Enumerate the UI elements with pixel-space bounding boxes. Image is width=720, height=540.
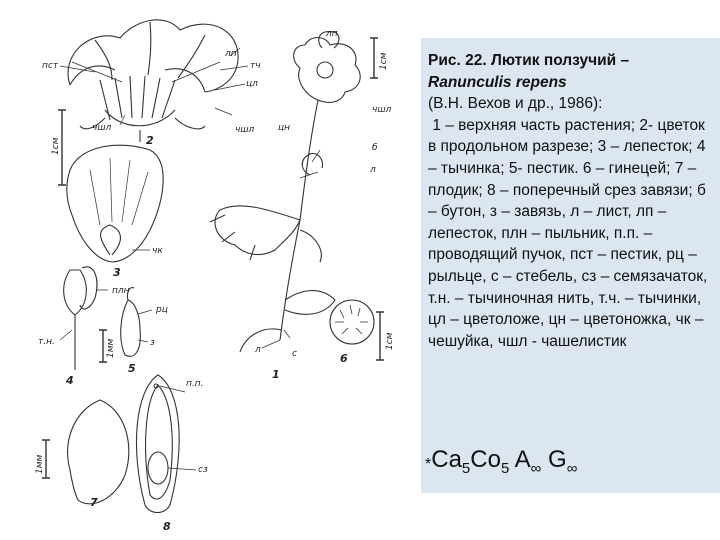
caption-latin-name: Ranunculis repens bbox=[428, 73, 567, 91]
label-scale-1cm-top: 1см bbox=[379, 52, 389, 70]
label-l-lower: л bbox=[255, 345, 261, 355]
figure-caption bbox=[428, 50, 716, 352]
formula-star: * bbox=[425, 456, 432, 473]
label-scale-1cm-left: 1см bbox=[51, 137, 61, 155]
formula-ca: Ca bbox=[431, 446, 462, 473]
label-chshl-plant: чшл bbox=[372, 105, 392, 115]
formula-g: G bbox=[548, 446, 567, 473]
figure-number-1: 1 bbox=[272, 368, 280, 381]
label-scale-1cm-bottom: 1см bbox=[385, 332, 395, 350]
label-pp: п.п. bbox=[186, 379, 204, 389]
label-scale-1mm-stamen: 1мм bbox=[106, 338, 116, 358]
label-lp-top: лп bbox=[225, 49, 237, 59]
flower-formula bbox=[425, 446, 577, 477]
pistil-drawing bbox=[121, 288, 141, 357]
label-chshl-left: чшл bbox=[92, 123, 112, 133]
figure-number-7: 7 bbox=[90, 496, 98, 509]
formula-g-count: ∞ bbox=[566, 459, 578, 477]
label-chshl-right: чшл bbox=[235, 125, 255, 135]
label-sz: сз bbox=[198, 465, 208, 475]
caption-legend: 1 – верхняя часть растения; 2- цветок в продольном разрезе; 3 – лепесток; 4 – тычинка; 5- пестик. 6 – гинецей; 7 – плодик; 8 – поперечный срез завязи; б – бутон, з – завязь, л – лист, лп – лепесток, плн – пыльник, п.п. – проводящий пучок, пст – пестик, рц – рыльце, с – стебель, сз – семязачаток, т.н. – тычиночная нить, т.ч. – тычинки, цл – цветоложе, цн – цветоножка, чк – чешуйка, чшл - чашелистик bbox=[428, 116, 712, 350]
label-rts: рц bbox=[156, 305, 168, 315]
label-b: б bbox=[372, 143, 378, 153]
label-tch: тч bbox=[250, 61, 261, 71]
stamen-drawing bbox=[64, 267, 97, 370]
fruit-drawing bbox=[68, 400, 129, 504]
label-l-upper: л bbox=[370, 165, 376, 175]
label-scale-1mm-fruit: 1мм bbox=[35, 454, 45, 474]
caption-reference: (В.Н. Вехов и др., 1986): bbox=[428, 95, 603, 113]
scale-bars bbox=[42, 38, 384, 478]
label-lp-plant: лп bbox=[326, 29, 338, 39]
gynoecium-drawing bbox=[330, 300, 374, 344]
label-pst: пст bbox=[42, 61, 59, 71]
label-chk: чк bbox=[152, 246, 163, 256]
label-s: с bbox=[292, 349, 297, 359]
formula-co: Co bbox=[470, 446, 501, 473]
label-pln: плн bbox=[112, 286, 130, 296]
formula-a: A bbox=[514, 446, 531, 473]
figure-number-4: 4 bbox=[66, 374, 74, 387]
petal-drawing bbox=[67, 145, 163, 262]
ovary-section-drawing bbox=[136, 375, 179, 513]
formula-ca-count: 5 bbox=[461, 459, 471, 477]
label-tn: т.н. bbox=[38, 337, 55, 347]
figure-number-8: 8 bbox=[163, 520, 171, 533]
figure-number-6: 6 bbox=[340, 352, 348, 365]
label-tsl: цл bbox=[246, 79, 258, 89]
figure-number-3: 3 bbox=[113, 266, 121, 279]
plant-upper-part-drawing bbox=[210, 32, 360, 352]
figure-number-5: 5 bbox=[128, 362, 136, 375]
label-z: з bbox=[150, 338, 155, 348]
caption-title: Рис. 22. Лютик ползучий – bbox=[428, 52, 630, 69]
figure-number-2: 2 bbox=[146, 134, 154, 147]
formula-co-count: 5 bbox=[500, 459, 510, 477]
formula-a-count: ∞ bbox=[530, 459, 542, 477]
label-tsn: цн bbox=[278, 123, 291, 133]
